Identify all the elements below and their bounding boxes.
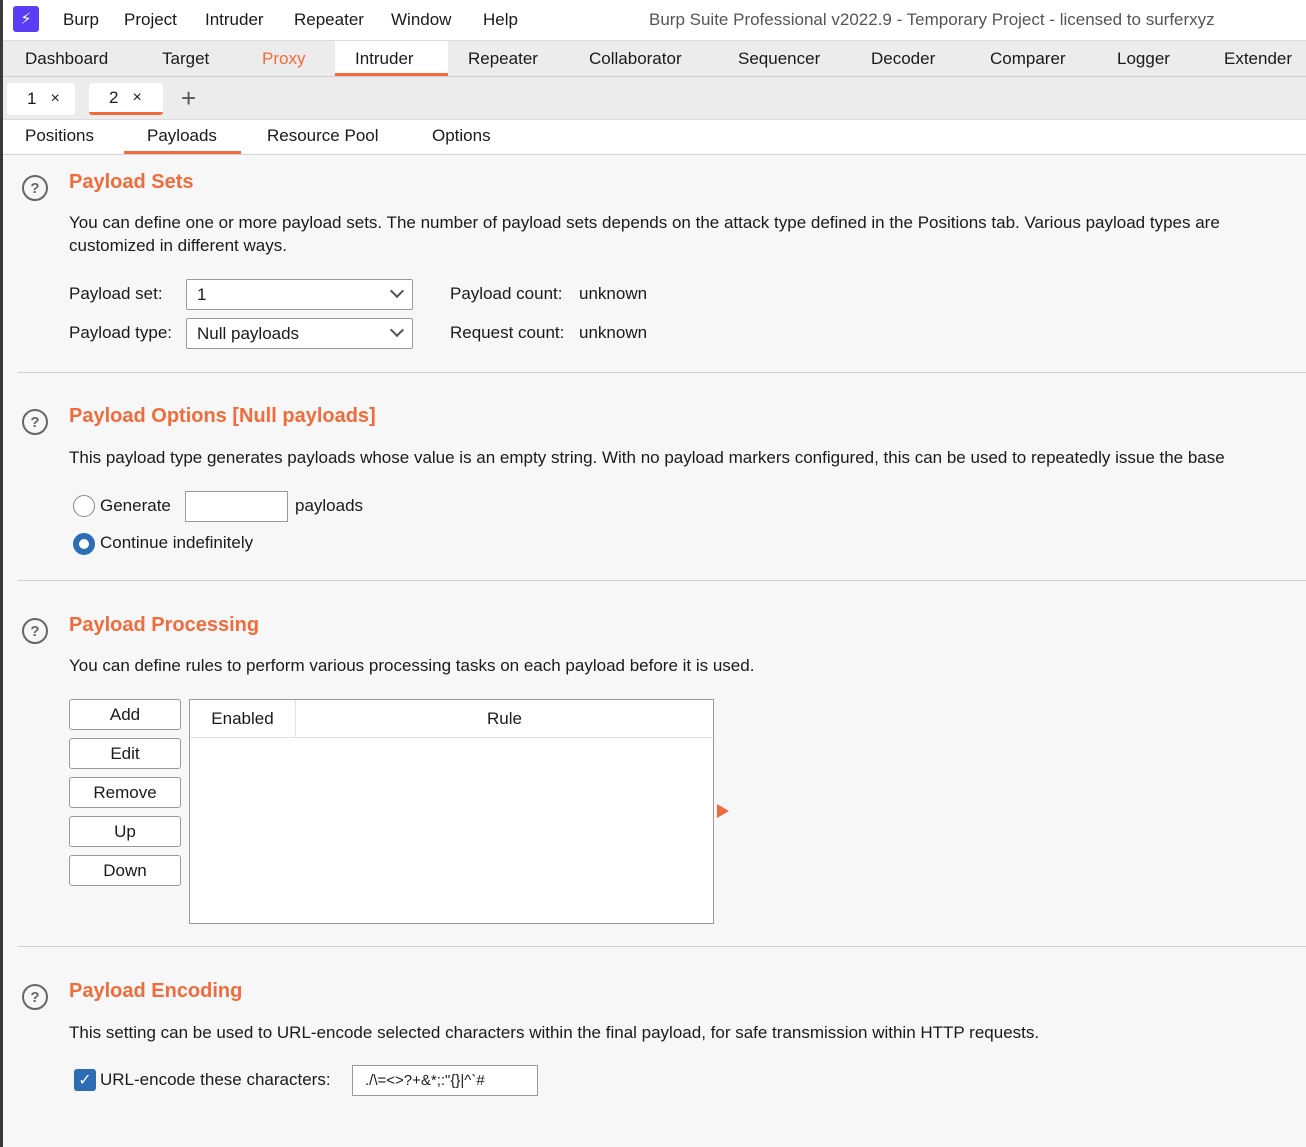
tab-target[interactable]: Target <box>162 49 210 68</box>
chevron-down-icon <box>390 323 404 337</box>
menu-repeater[interactable]: Repeater <box>294 10 364 29</box>
generate-label: Generate <box>100 496 171 515</box>
tab-decoder[interactable]: Decoder <box>871 49 936 68</box>
tab-dashboard[interactable]: Dashboard <box>25 49 109 68</box>
payload-count-label: Payload count: <box>450 284 563 303</box>
payload-set-select[interactable] <box>186 279 413 310</box>
payload-type-value: Null payloads <box>197 323 300 343</box>
payloads-suffix-label: payloads <box>295 496 364 515</box>
up-rule-button[interactable]: Up <box>69 816 181 847</box>
tab-options[interactable]: Options <box>432 126 491 145</box>
help-icon[interactable]: ? <box>22 175 48 201</box>
payload-options-title: Payload Options [Null payloads] <box>69 405 376 427</box>
column-header-rule[interactable]: Rule <box>296 700 713 738</box>
tab-comparer[interactable]: Comparer <box>990 49 1066 68</box>
payload-processing-title: Payload Processing <box>69 614 260 636</box>
tab-logger[interactable]: Logger <box>1117 49 1170 68</box>
payload-encoding-title: Payload Encoding <box>69 980 243 1002</box>
payload-type-label: Payload type: <box>69 323 173 342</box>
help-icon[interactable]: ? <box>22 984 48 1010</box>
url-encode-chars-input[interactable]: ./\=<>?+&*;:"{}|^`# <box>352 1065 538 1096</box>
payload-type-select[interactable] <box>186 318 413 349</box>
tab-sequencer[interactable]: Sequencer <box>738 49 821 68</box>
main-tab-bar <box>3 40 1306 77</box>
burp-logo-icon: ⚡ <box>13 6 39 32</box>
close-icon[interactable]: × <box>132 88 142 106</box>
generate-count-input[interactable] <box>185 491 288 522</box>
section-divider <box>18 946 1306 947</box>
chevron-down-icon <box>390 284 404 298</box>
menu-intruder[interactable]: Intruder <box>205 10 264 29</box>
url-encode-label: URL-encode these characters: <box>100 1070 331 1089</box>
attack-tab-label: 1 <box>27 89 37 108</box>
close-icon[interactable]: × <box>50 90 60 107</box>
tab-extender[interactable]: Extender <box>1224 49 1293 68</box>
edit-rule-button[interactable]: Edit <box>69 738 181 769</box>
down-rule-button[interactable]: Down <box>69 855 181 886</box>
window-title: Burp Suite Professional v2022.9 - Temporary Project - licensed to surferxyz <box>649 10 1215 29</box>
processing-rules-table[interactable] <box>189 699 714 924</box>
expand-arrow-icon[interactable] <box>717 804 729 818</box>
tab-proxy[interactable]: Proxy <box>262 49 306 68</box>
help-icon[interactable]: ? <box>22 409 48 435</box>
continue-indefinitely-label: Continue indefinitely <box>100 533 254 552</box>
tab-resource-pool[interactable]: Resource Pool <box>267 126 379 145</box>
payload-count-value: unknown <box>579 284 648 303</box>
menu-window[interactable]: Window <box>391 10 452 29</box>
menu-project[interactable]: Project <box>124 10 177 29</box>
request-count-value: unknown <box>579 323 648 342</box>
attack-tab-label: 2 <box>109 87 119 107</box>
payload-set-value: 1 <box>197 284 207 304</box>
tab-repeater[interactable]: Repeater <box>468 49 538 68</box>
section-divider <box>18 372 1306 373</box>
payload-encoding-desc: This setting can be used to URL-encode selected characters within the final payload, for safe transmission within HTTP requests. <box>69 1023 1040 1042</box>
menubar <box>3 0 1306 40</box>
add-tab-icon[interactable]: + <box>181 83 197 113</box>
payload-options-desc: This payload type generates payloads whose value is an empty string. With no payload markers configured, this can be used to repeatedly issue the base <box>69 448 1225 467</box>
attack-tab-2[interactable] <box>89 83 163 115</box>
payload-processing-desc: You can define rules to perform various processing tasks on each payload before it is used. <box>69 656 755 675</box>
tab-payloads[interactable]: Payloads <box>124 126 241 154</box>
attack-tab-bar <box>3 77 1306 120</box>
tab-collaborator[interactable]: Collaborator <box>589 49 682 68</box>
generate-radio[interactable] <box>73 495 95 517</box>
menu-burp[interactable]: Burp <box>63 10 99 29</box>
help-icon[interactable]: ? <box>22 618 48 644</box>
intruder-subtab-bar <box>3 120 1306 155</box>
menu-help[interactable]: Help <box>483 10 518 29</box>
url-encode-checkbox[interactable]: ✓ <box>74 1069 96 1091</box>
payload-sets-title: Payload Sets <box>69 171 194 193</box>
payload-set-label: Payload set: <box>69 284 163 303</box>
column-header-enabled[interactable]: Enabled <box>190 700 296 738</box>
continue-indefinitely-radio[interactable] <box>73 533 95 555</box>
remove-rule-button[interactable]: Remove <box>69 777 181 808</box>
request-count-label: Request count: <box>450 323 565 342</box>
payload-sets-desc-2: customized in different ways. <box>69 236 287 255</box>
tab-positions[interactable]: Positions <box>25 126 94 145</box>
section-divider <box>18 580 1306 581</box>
attack-tab-1[interactable] <box>7 83 75 115</box>
add-rule-button[interactable]: Add <box>69 699 181 730</box>
payload-sets-desc-1: You can define one or more payload sets. The number of payload sets depends on the attack type defined in the Positions tab. Various payload types are <box>69 213 1220 232</box>
tab-intruder[interactable]: Intruder <box>355 49 414 68</box>
